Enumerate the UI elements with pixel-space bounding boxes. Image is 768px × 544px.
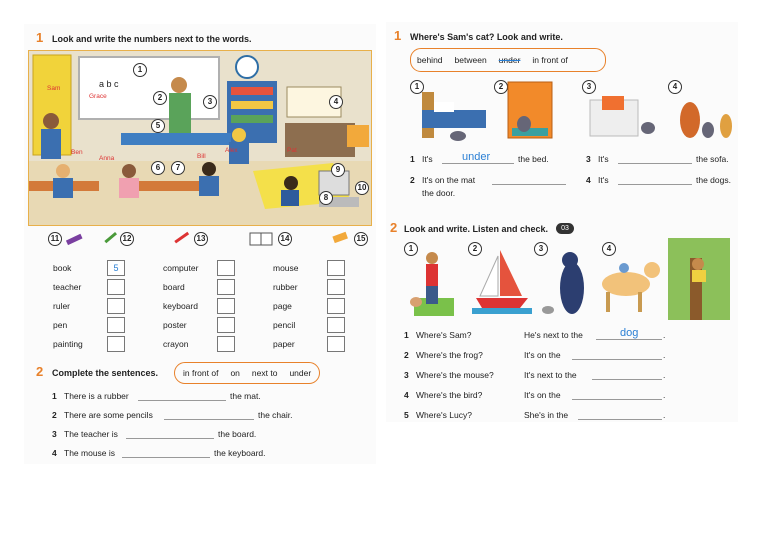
answer-period: . xyxy=(663,410,666,420)
audio-track-icon[interactable] xyxy=(556,223,574,234)
question-text: Where's Sam? xyxy=(416,330,472,340)
exercise-1-title: Look and write the numbers next to the words. xyxy=(52,34,252,44)
cat-sentence-number: 4 xyxy=(586,175,591,185)
scene-number-5: 5 xyxy=(151,119,165,133)
cat-sentence-end: the bed. xyxy=(518,154,549,164)
pic-number-3: 3 xyxy=(582,80,596,94)
answer-prefix: It's next to the xyxy=(524,370,577,380)
cat-sentence-text: It's xyxy=(598,154,609,164)
question-number: 2 xyxy=(404,350,409,360)
right-exercise-1-title: Where's Sam's cat? Look and write. xyxy=(410,32,563,42)
answer-box-ruler[interactable] xyxy=(107,298,125,314)
answer-box-computer[interactable] xyxy=(217,260,235,276)
answer-box-page[interactable] xyxy=(327,298,345,314)
board-letters: a b c xyxy=(99,79,119,89)
exercise-1-number: 1 xyxy=(36,30,44,45)
option-under: under xyxy=(289,368,312,378)
word-bank-left xyxy=(174,362,320,384)
icon-number-12: 12 xyxy=(120,232,134,246)
audio-track-number: 03 xyxy=(561,225,569,232)
scene-number-3: 3 xyxy=(203,95,217,109)
option-between: between xyxy=(454,55,487,65)
dogs-cat-picture xyxy=(676,82,736,142)
word-paper: paper xyxy=(273,339,295,349)
pic-number-2: 2 xyxy=(468,242,482,256)
answer-period: . xyxy=(663,350,666,360)
blank-line[interactable] xyxy=(138,400,226,401)
word-pen: pen xyxy=(53,320,68,330)
question-number: 1 xyxy=(404,330,409,340)
question-number: 3 xyxy=(404,370,409,380)
answer-filled: dog xyxy=(620,327,639,339)
scene-number-9: 9 xyxy=(331,163,345,177)
sofa-cat-picture xyxy=(584,86,660,142)
question-text: Where's the mouse? xyxy=(416,370,494,380)
label-bill: Bill xyxy=(197,153,206,160)
sentence-text: The mouse is xyxy=(64,448,116,458)
cat-blank-line[interactable] xyxy=(618,163,692,164)
answer-box-mouse[interactable] xyxy=(327,260,345,276)
scene-number-10: 10 xyxy=(355,181,369,195)
cat-sentence-text: It's on the mat xyxy=(422,175,476,185)
scene-number-2: 2 xyxy=(153,91,167,105)
cat-sentence-number: 3 xyxy=(586,154,591,164)
cat-mouse-picture xyxy=(538,248,592,318)
label-sam: Sam xyxy=(47,85,61,92)
answer-blank-line[interactable] xyxy=(596,339,662,340)
cat-sentence-number: 1 xyxy=(410,154,415,164)
book-icon xyxy=(248,230,274,246)
sentence-end: the keyboard. xyxy=(214,448,266,458)
scene-number-6: 6 xyxy=(151,161,165,175)
word-board: board xyxy=(163,282,185,292)
pencil-icon xyxy=(102,230,120,246)
answer-box-board[interactable] xyxy=(217,279,235,295)
answer-prefix: It's on the xyxy=(524,350,561,360)
sentence-number: 2 xyxy=(52,410,57,420)
blank-line[interactable] xyxy=(126,438,214,439)
answer-box-pencil[interactable] xyxy=(327,317,345,333)
answer-prefix: He's next to the xyxy=(524,330,583,340)
word-pencil: pencil xyxy=(273,320,296,330)
option-on: on xyxy=(230,368,240,378)
rubber-icon xyxy=(330,230,350,244)
word-rubber: rubber xyxy=(273,282,298,292)
tree-girl-picture xyxy=(668,238,730,320)
answer-blank-line[interactable] xyxy=(572,359,662,360)
question-text: Where's the bird? xyxy=(416,390,483,400)
cat-sentence-end: the sofa. xyxy=(696,154,729,164)
question-text: Where's Lucy? xyxy=(416,410,472,420)
answer-box-painting[interactable] xyxy=(107,336,125,352)
answer-box-crayon[interactable] xyxy=(217,336,235,352)
blank-line[interactable] xyxy=(122,457,210,458)
option-next-to: next to xyxy=(251,368,278,378)
answer-prefix: She's in the xyxy=(524,410,569,420)
answer-blank-line[interactable] xyxy=(578,419,662,420)
answer-period: . xyxy=(663,370,666,380)
bed-cat-picture xyxy=(418,84,488,142)
sentence-number: 3 xyxy=(52,429,57,439)
boy-dog-picture xyxy=(404,248,454,318)
crayon-icon xyxy=(64,232,84,246)
answer-blank-line[interactable] xyxy=(592,379,662,380)
cat-sentence-text: It's xyxy=(598,175,609,185)
scene-number-1: 1 xyxy=(133,63,147,77)
goat-bird-picture xyxy=(598,256,664,318)
sentence-end: the mat. xyxy=(230,391,261,401)
question-text: Where's the frog? xyxy=(416,350,483,360)
option-in-front-of: in front of xyxy=(532,55,568,65)
icon-number-15: 15 xyxy=(354,232,368,246)
answer-box-pen[interactable] xyxy=(107,317,125,333)
cat-blank-line[interactable] xyxy=(492,184,566,185)
word-keyboard: keyboard xyxy=(163,301,198,311)
classroom-illustration xyxy=(28,50,372,226)
scene-number-7: 7 xyxy=(171,161,185,175)
cat-sentence-number: 2 xyxy=(410,175,415,185)
icon-number-11: 11 xyxy=(48,232,62,246)
exercise-2-title: Complete the sentences. xyxy=(52,368,159,378)
cat-sentence-text: It's xyxy=(422,154,433,164)
sentence-text: The teacher is xyxy=(64,429,118,439)
label-grace: Grace xyxy=(89,93,107,100)
blank-line[interactable] xyxy=(164,419,254,420)
cat-blank-line[interactable] xyxy=(442,163,514,164)
cat-blank-line[interactable] xyxy=(618,184,692,185)
sentence-end: the chair. xyxy=(258,410,293,420)
exercise-2-number: 2 xyxy=(36,364,44,379)
word-book: book xyxy=(53,263,72,273)
pen-icon xyxy=(172,230,192,246)
word-computer: computer xyxy=(163,263,199,273)
pic-number-2: 2 xyxy=(494,80,508,94)
word-poster: poster xyxy=(163,320,187,330)
answer-box-poster[interactable] xyxy=(217,317,235,333)
label-alex: Alex xyxy=(225,147,238,154)
sentence-text: There is a rubber xyxy=(64,391,129,401)
label-anna: Anna xyxy=(99,155,115,162)
icon-number-13: 13 xyxy=(194,232,208,246)
answer-box-teacher[interactable] xyxy=(107,279,125,295)
pic-number-4: 4 xyxy=(602,242,616,256)
word-crayon: crayon xyxy=(163,339,189,349)
answer-blank-line[interactable] xyxy=(572,399,662,400)
label-ben: Ben xyxy=(71,149,83,156)
word-ruler: ruler xyxy=(53,301,71,311)
boat-frog-picture xyxy=(472,246,532,316)
answer-box-keyboard[interactable] xyxy=(217,298,235,314)
answer-box-book[interactable]: 5 xyxy=(107,260,125,276)
word-bank-right xyxy=(410,48,606,72)
cat-sentence-end: the dogs. xyxy=(696,175,731,185)
word-teacher: teacher xyxy=(53,282,82,292)
pic-number-1: 1 xyxy=(410,80,424,94)
scene-number-4: 4 xyxy=(329,95,343,109)
right-exercise-2-title: Look and write. Listen and check. xyxy=(404,224,549,234)
pic-number-1: 1 xyxy=(404,242,418,256)
pic-number-3: 3 xyxy=(534,242,548,256)
answer-box-paper[interactable] xyxy=(327,336,345,352)
pic-number-4: 4 xyxy=(668,80,682,94)
sentence-end: the board. xyxy=(218,429,257,439)
sentence-number: 1 xyxy=(52,391,57,401)
cat-sentence-end: the door. xyxy=(422,188,456,198)
answer-box-rubber[interactable] xyxy=(327,279,345,295)
right-exercise-2-number: 2 xyxy=(390,220,398,235)
cat-answer-filled: under xyxy=(462,151,491,163)
question-number: 5 xyxy=(404,410,409,420)
option-behind: behind xyxy=(417,55,443,65)
word-painting: painting xyxy=(53,339,83,349)
sentence-text: There are some pencils xyxy=(64,410,153,420)
option-in-front-of: in front of xyxy=(183,368,219,378)
answer-period: . xyxy=(663,330,666,340)
word-mouse: mouse xyxy=(273,263,299,273)
question-number: 4 xyxy=(404,390,409,400)
answer-period: . xyxy=(663,390,666,400)
scene-number-8: 8 xyxy=(319,191,333,205)
right-exercise-1-number: 1 xyxy=(394,28,402,43)
label-pat: Pat xyxy=(287,147,297,154)
answer-prefix: It's on the xyxy=(524,390,561,400)
door-cat-picture xyxy=(500,80,560,142)
icon-number-14: 14 xyxy=(278,232,292,246)
word-page: page xyxy=(273,301,292,311)
option-under: under xyxy=(498,55,521,65)
sentence-number: 4 xyxy=(52,448,57,458)
